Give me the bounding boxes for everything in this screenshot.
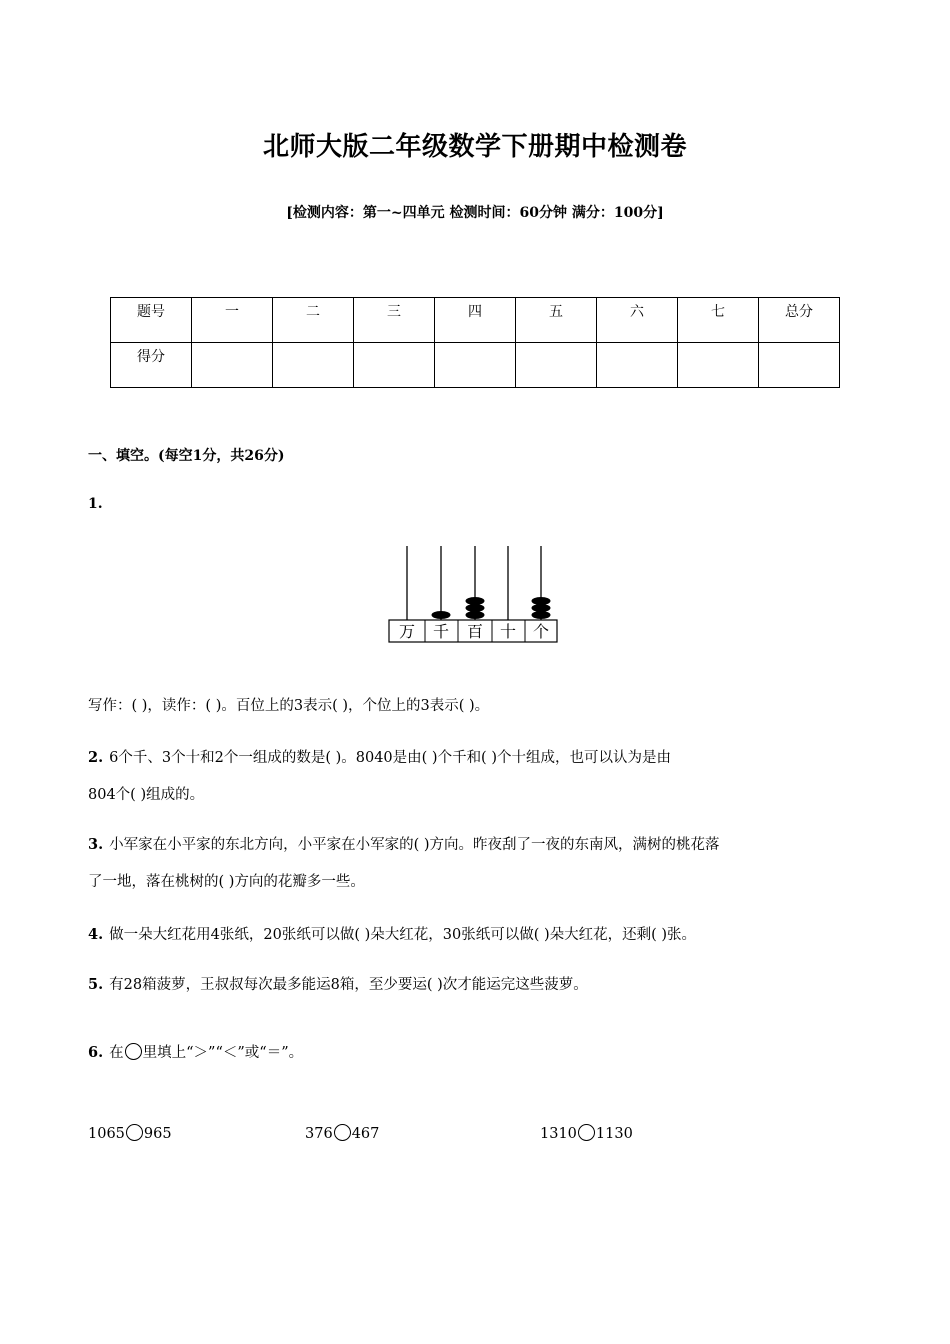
header-cell: 三 (354, 298, 435, 343)
score-cell[interactable] (759, 343, 840, 388)
question-4 (88, 925, 696, 945)
question-number: 5. (88, 976, 104, 993)
row-label: 得分 (111, 343, 192, 388)
abacus-bead (432, 611, 451, 619)
comparison-left: 1065 (88, 1126, 125, 1142)
question-2 (88, 748, 671, 768)
score-cell[interactable] (354, 343, 435, 388)
abacus-bead (466, 597, 485, 605)
abacus-place-label: 个 (532, 622, 550, 641)
score-cell[interactable] (516, 343, 597, 388)
abacus-place-label: 十 (499, 622, 517, 641)
score-cell[interactable] (192, 343, 273, 388)
answer-circle[interactable] (334, 1124, 351, 1141)
header-cell: 四 (435, 298, 516, 343)
question-text: 在 (109, 1045, 124, 1061)
abacus-bead (466, 604, 485, 612)
circle-icon (125, 1043, 142, 1060)
comparison-left: 376 (305, 1126, 333, 1142)
header-cell: 五 (516, 298, 597, 343)
score-table-header-row (111, 298, 840, 343)
header-cell: 一 (192, 298, 273, 343)
score-table (110, 297, 840, 388)
question-number: 1. (88, 496, 103, 512)
question-number: 3. (88, 836, 104, 853)
abacus-place-label: 百 (466, 622, 484, 641)
page-title: 北师大版二年级数学下册期中检测卷 (262, 132, 687, 162)
question-number: 2. (88, 749, 104, 766)
comparison-item (540, 1124, 633, 1142)
header-cell: 题号 (111, 298, 192, 343)
question-text: 有28箱菠萝，王叔叔每次最多能运8箱，至少要运( )次才能运完这些菠萝。 (109, 977, 588, 993)
abacus-place-label: 千 (432, 622, 450, 641)
abacus-bead (532, 604, 551, 612)
abacus-bead (532, 597, 551, 605)
exam-info: [检测内容：第一~四单元 检测时间：60分钟 满分：100分] (286, 205, 664, 221)
answer-circle[interactable] (578, 1124, 595, 1141)
comparison-left: 1310 (540, 1126, 577, 1142)
question-6 (88, 1043, 303, 1063)
question-2-cont: 804个( )组成的。 (88, 787, 205, 803)
question-number: 6. (88, 1044, 104, 1061)
comparison-item (305, 1124, 379, 1142)
question-number: 4. (88, 926, 104, 943)
abacus-figure (388, 540, 563, 646)
comparison-right: 965 (143, 1126, 172, 1142)
score-table-score-row (111, 343, 840, 388)
question-text: 小军家在小平家的东北方向，小平家在小军家的( )方向。昨夜刮了一夜的东南风，满树的桃花落 (109, 837, 720, 853)
score-cell[interactable] (597, 343, 678, 388)
question-text: 做一朵大红花用4张纸，20张纸可以做( )朵大红花，30张纸可以做( )朵大红花，还剩( )张。 (109, 927, 697, 943)
abacus-bead (466, 611, 485, 619)
score-cell[interactable] (435, 343, 516, 388)
abacus-place-label: 万 (398, 622, 416, 641)
comparison-right: 467 (351, 1126, 380, 1142)
question-3 (88, 835, 720, 855)
comparison-item (88, 1124, 172, 1142)
abacus-bead (532, 611, 551, 619)
header-cell: 六 (597, 298, 678, 343)
header-cell: 七 (678, 298, 759, 343)
question-5 (88, 975, 588, 995)
header-cell: 二 (273, 298, 354, 343)
score-cell[interactable] (678, 343, 759, 388)
section-heading: 一、填空。(每空1分，共26分) (88, 448, 285, 464)
question-text: 里填上“＞”“＜”或“＝”。 (142, 1045, 304, 1061)
header-cell: 总分 (759, 298, 840, 343)
question-3-cont: 了一地，落在桃树的( )方向的花瓣多一些。 (88, 874, 365, 890)
score-cell[interactable] (273, 343, 354, 388)
question-text: 6个千、3个十和2个一组成的数是( )。8040是由( )个千和( )个十组成，也可以认为是由 (109, 750, 671, 766)
comparison-right: 1130 (595, 1126, 633, 1142)
answer-circle[interactable] (126, 1124, 143, 1141)
q1-answer-line: 写作：( )，读作：( )。百位上的3表示( )，个位上的3表示( )。 (88, 698, 490, 714)
